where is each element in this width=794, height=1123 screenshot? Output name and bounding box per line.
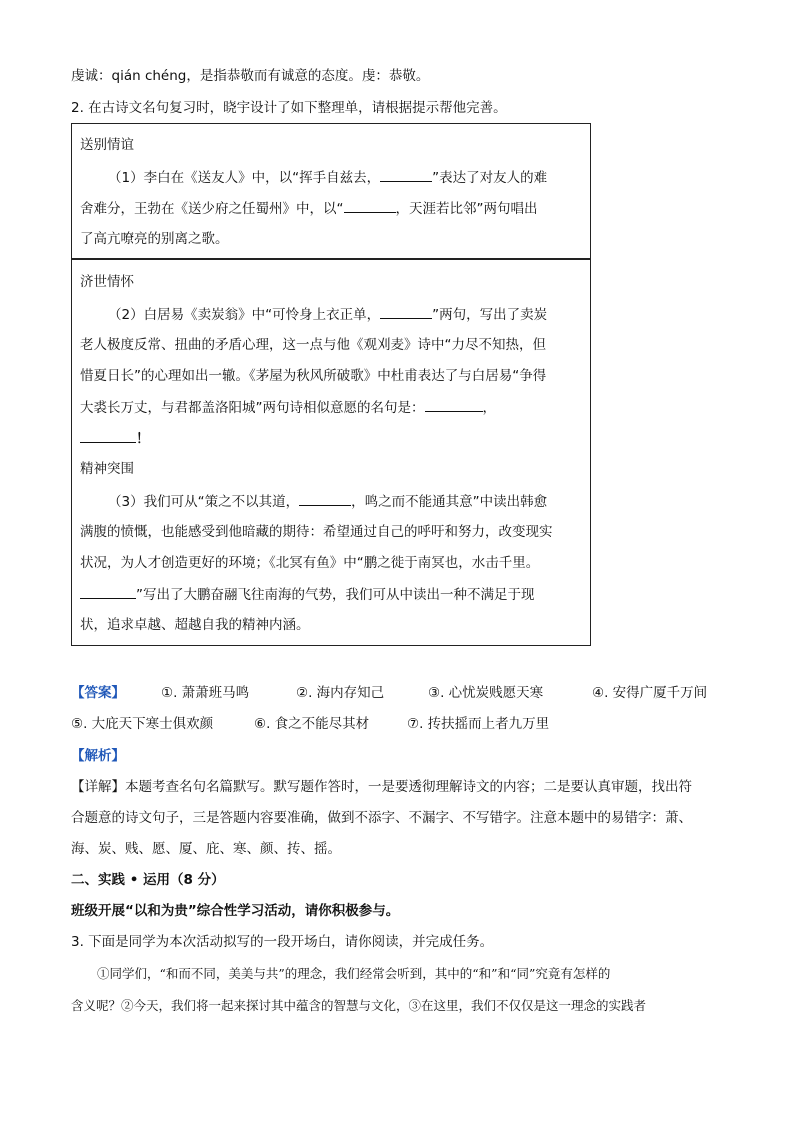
sec2-line1: （2）白居易《卖炭翁》中“可怜身上衣正单， ”两句，写出了卖炭 — [108, 307, 548, 323]
answer-item: ①. 萧萧班马鸣 — [161, 685, 250, 701]
sec3-line2: 满腹的愤慨，也能感受到他暗藏的期待：希望通过自己的呼吁和努力，改变现实 — [80, 524, 553, 540]
part2-subheading: 班级开展“以和为贵”综合性学习活动，请你积极参与。 — [71, 903, 400, 919]
sec2-line3: 惜夏日长”的心理如出一辙。《茅屋为秋风所破歌》中杜甫表达了与白居易“争得 — [80, 368, 547, 384]
analysis-label: 【解析】 — [71, 748, 125, 764]
answer-item: ④. 安得广厦千万间 — [592, 685, 708, 701]
answer-item: ⑥. 食之不能尽其材 — [254, 716, 370, 732]
part2-heading: 二、实践 • 运用（8 分） — [71, 872, 225, 888]
sec3-line5: 状，追求卓越、超越自我的精神内涵。 — [80, 617, 310, 633]
answer-item: ⑤. 大庇天下寒士俱欢颜 — [71, 716, 214, 732]
fill-blank-6[interactable] — [299, 492, 351, 506]
sec1-line2: 舍难分，王勃在《送少府之任蜀州》中，以“ ，天涯若比邻”两句唱出 — [80, 201, 538, 217]
sec1-line1: （1）李白在《送友人》中，以“挥手自兹去， ”表达了对友人的难 — [108, 170, 548, 186]
question-2-title: 2. 在古诗文名句复习时，晓宇设计了如下整理单，请根据提示帮他完善。 — [71, 100, 507, 116]
sec2-line2: 老人极度反常、扭曲的矛盾心理，这一点与他《观刈麦》诗中“力尽不知热，但 — [80, 337, 546, 353]
sec2-line4: 大裘长万丈，与君都盖洛阳城”两句诗相似意愿的名句是： ， — [80, 400, 496, 416]
passage-line1: ①同学们，“和而不同，美美与共”的理念，我们经常会听到，其中的“和”和“同”究竟有怎样的 — [97, 966, 611, 981]
fill-blank-7[interactable] — [80, 585, 136, 599]
answer-item: ③. 心忧炭贱愿天寒 — [428, 685, 544, 701]
sec3-line1: （3）我们可从“策之不以其道， ，鸣之而不能通其意”中读出韩愈 — [108, 494, 548, 510]
fill-blank-5[interactable] — [80, 429, 136, 443]
answer-item: ⑦. 抟扶摇而上者九万里 — [407, 716, 550, 732]
intro-line: 虔诚：qián chéng，是指恭敬而有诚意的态度。虔：恭敬。 — [71, 68, 430, 84]
answer-item: ②. 海内存知己 — [296, 685, 385, 701]
section-heading: 济世情怀 — [80, 274, 134, 290]
fill-blank-1[interactable] — [380, 168, 432, 182]
analysis-line2: 合题意的诗文句子，三是答题内容要准确，做到不添字、不漏字、不写错字。注意本题中的易错字：萧、 — [71, 810, 692, 826]
section-heading: 精神突围 — [80, 461, 134, 477]
sec3-line4: ”写出了大鹏奋翮飞往南海的气势，我们可从中读出一种不满足于现 — [80, 585, 535, 604]
sec2-line5: ！ — [80, 429, 150, 448]
fill-blank-2[interactable] — [344, 199, 396, 213]
sec3-line3: 状况，为人才创造更好的环境；《北冥有鱼》中“鹏之徙于南冥也，水击千里。 — [80, 555, 540, 571]
analysis-line3: 海、炭、贱、愿、厦、庇、寒、颜、抟、摇。 — [71, 841, 341, 857]
question-3-title: 3. 下面是同学为本次活动拟写的一段开场白，请你阅读，并完成任务。 — [71, 934, 494, 950]
analysis-line1: 【详解】本题考查名句名篇默写。默写题作答时，一是要透彻理解诗文的内容；二是要认真审题，找出符 — [71, 779, 692, 795]
section-heading: 送别情谊 — [80, 137, 134, 153]
fill-blank-3[interactable] — [380, 305, 432, 319]
fill-blank-4[interactable] — [425, 398, 483, 412]
passage-line2: 含义呢？②今天，我们将一起来探讨其中蕴含的智慧与文化，③在这里，我们不仅仅是这一理念的实践者 — [71, 998, 647, 1013]
answer-label: 【答案】 — [71, 685, 125, 701]
sec1-line3: 了高亢嘹亮的别离之歌。 — [80, 231, 229, 247]
